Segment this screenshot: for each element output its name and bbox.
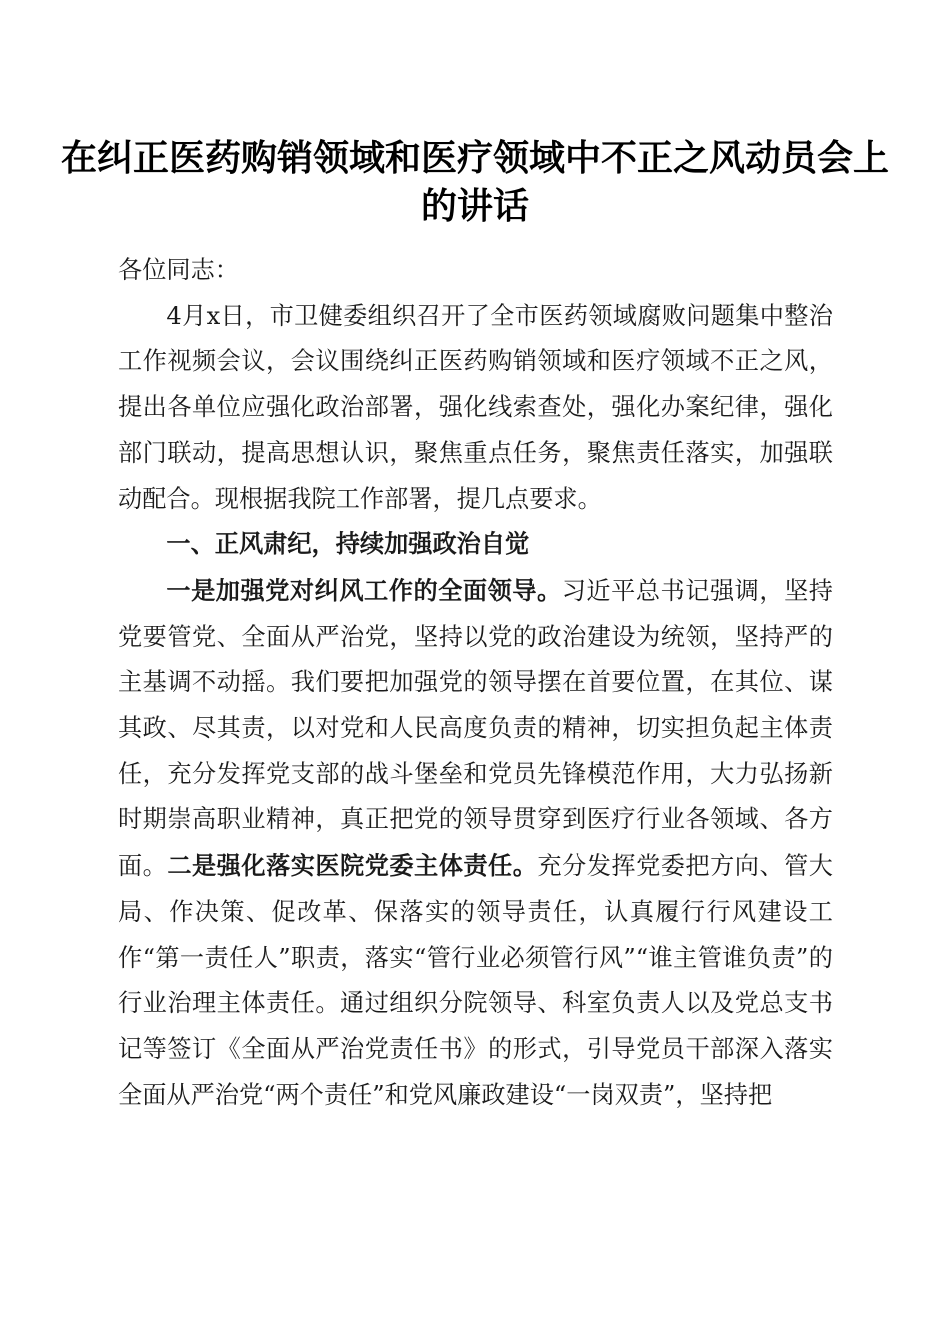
document-title: 在纠正医药购销领域和医疗领域中不正之风动员会上的讲话 xyxy=(60,137,889,227)
document-body xyxy=(118,248,833,1118)
salutation: 各位同志： xyxy=(118,256,239,284)
point-lead: 二是强化落实医院党委主体责任。 xyxy=(167,851,538,881)
section-heading: 一、正风肃纪，持续加强政治自觉 xyxy=(166,530,530,559)
point-body: 充分发挥党委把方向、管大局、作决策、促改革、保落实的领导责任，认真履行行风建设工作“第一责任人”职责，落实“管行业必须管行风”“谁主管谁负责”的行业治理主体责任。通过组织分院领导、科室负责人以及党总支书记等签订《全面从严治党责任书》的形式，引导党员干部深入落实全面从严治党“两个责任”和党风廉政建设“一岗双责”，坚持把 xyxy=(118,852,833,1109)
section-paragraph xyxy=(118,568,833,1118)
point-lead: 一是加强党对纠风工作的全面领导。 xyxy=(166,575,562,605)
intro-paragraph: 4月x日，市卫健委组织召开了全市医药领域腐败问题集中整治工作视频会议，会议围绕纠正医药购销领域和医疗领域不正之风，提出各单位应强化政治部署，强化线索查处，强化办案纪律，强化部门联动，提高思想认识，聚焦重点任务，聚焦责任落实，加强联动配合。现根据我院工作部署，提几点要求。 xyxy=(118,301,833,513)
point-body: 习近平总书记强调，坚持党要管党、全面从严治党，坚持以党的政治建设为统领，坚持严的主基调不动摇。我们要把加强党的领导摆在首要位置，在其位、谋其政、尽其责，以对党和人民高度负责的精神，切实担负起主体责任，充分发挥党支部的战斗堡垒和党员先锋模范作用，大力弘扬新时期崇高职业精神，真正把党的领导贯穿到医疗行业各领域、各方面。 xyxy=(118,576,833,881)
